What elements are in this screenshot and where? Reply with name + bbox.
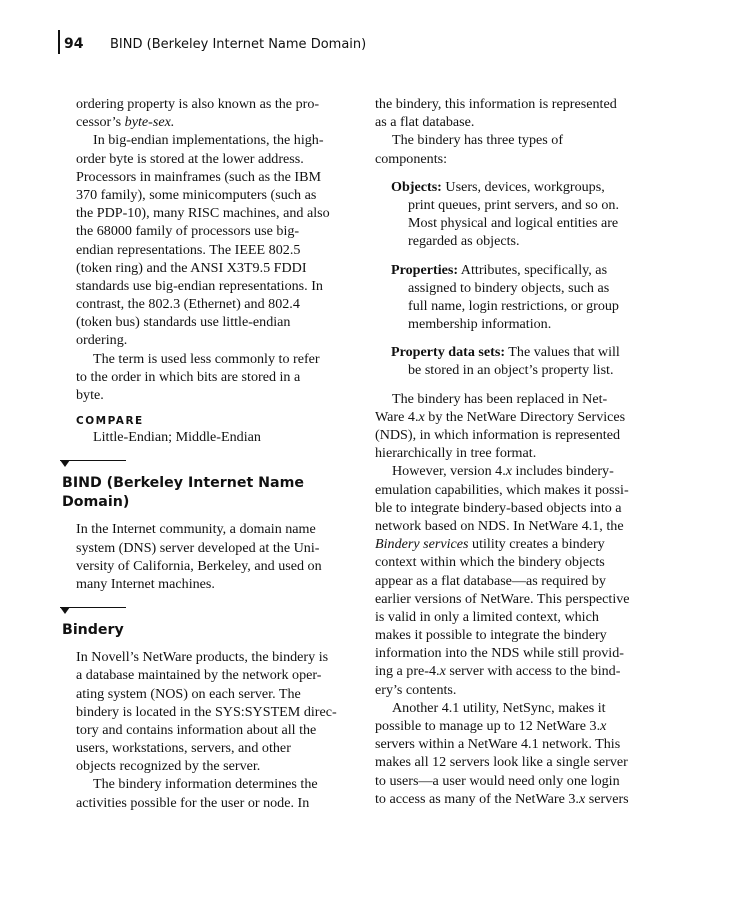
text-line: (token bus) standards use little-endian (76, 314, 291, 331)
paragraph (375, 462, 675, 698)
text-line: many Internet machines. (76, 575, 215, 592)
text-line: ery’s contents. (375, 681, 457, 698)
component-item: Properties: Attributes, specifically, as assigned to bindery objects, such as full name, login restrictions, or group membership information. (391, 261, 619, 333)
text-line: to access as many of the NetWare 3.x servers (375, 790, 629, 807)
text-line: byte. (76, 387, 104, 403)
entry-title-bind: BIND (Berkeley Internet Name Domain) (62, 475, 305, 511)
text-line: system (DNS) server developed at the Uni- (76, 539, 320, 556)
component-item: Objects: Users, devices, workgroups, print queues, print servers, and so on. Most physical and logical entities are regarded as objects. (391, 178, 619, 250)
text-line: appear as a flat database—as required by (375, 572, 606, 589)
text-line: objects recognized by the server. (76, 758, 261, 775)
text-line: The bindery has been replaced in Net- (392, 390, 608, 407)
text-line: as a flat database. (375, 114, 475, 131)
text-line: Another 4.1 utility, NetSync, makes it (392, 699, 606, 716)
text-line: The bindery information determines the (93, 776, 318, 793)
entry-marker (60, 460, 366, 474)
text-line: In big-endian implementations, the high- (93, 132, 324, 149)
paragraph (76, 775, 366, 811)
text-line: activities possible for the user or node. In (76, 794, 310, 811)
text-line: endian representations. The IEEE 802.5 (76, 241, 301, 258)
component-list (391, 178, 675, 380)
text-line: tory and contains information about all the (76, 721, 317, 738)
entry-marker (60, 607, 366, 621)
text-line: Processors in mainframes (such as the IBM (76, 168, 322, 185)
text-line: earlier versions of NetWare. This perspective (375, 590, 630, 607)
text-line: context within which the bindery objects (375, 554, 605, 571)
text-line: ordering. (76, 332, 128, 349)
text-line: emulation capabilities, which makes it possi- (375, 481, 629, 498)
entry-definition (76, 648, 366, 775)
component-term: Objects: (391, 178, 442, 195)
text-line: network based on NDS. In NetWare 4.1, the (375, 517, 624, 534)
text-line: is valid in only a limited context, which (375, 608, 599, 625)
text-line: standards use big-endian representations. In (76, 277, 323, 294)
text-line: the bindery, this information is represented (375, 96, 617, 112)
entry-definition (76, 520, 366, 593)
text-line: the PDP-10), many RISC machines, and also (76, 205, 330, 222)
text-line: Ware 4.x by the NetWare Directory Services (375, 408, 626, 425)
entry-title-bindery: Bindery (62, 622, 124, 639)
compare-label: COMPARE (76, 415, 144, 428)
text-line: contrast, the 802.3 (Ethernet) and 802.4 (76, 296, 300, 313)
text-line: 370 family), some minicomputers (such as (76, 186, 317, 203)
text-line: servers within a NetWare 4.1 network. This (375, 736, 621, 753)
component-term: Properties: (391, 261, 459, 278)
component-term: Property data sets: (391, 344, 506, 361)
text-line: a database maintained by the network oper- (76, 667, 322, 684)
text-line: order byte is stored at the lower address. (76, 150, 304, 167)
page-number: 94 (64, 36, 84, 52)
text-line: (NDS), in which information is represented (375, 427, 621, 443)
text-line: versity of California, Berkeley, and used on (76, 557, 322, 574)
paragraph (76, 350, 366, 405)
text-line: makes all 12 servers look like a single server (375, 754, 628, 771)
text-line: to the order in which bits are stored in a (76, 368, 301, 385)
text-line: makes it possible to integrate the bindery (375, 627, 607, 644)
component-item: Property data sets: The values that will be stored in an object’s property list. (391, 344, 620, 379)
paragraph (375, 95, 675, 131)
text-line: to users—a user would need only one login (375, 772, 620, 789)
text-line: hierarchically in tree format. (375, 445, 537, 462)
text-line: In the Internet community, a domain name (76, 521, 316, 538)
text-line: cessor’s byte-sex. (76, 114, 175, 131)
text-line: bindery is located in the SYS:SYSTEM direc- (76, 703, 337, 720)
paragraph (375, 699, 675, 808)
paragraph (375, 131, 675, 167)
text-line: the 68000 family of processors use big- (76, 223, 300, 240)
text-line: possible to manage up to 12 NetWare 3.x (375, 718, 607, 734)
paragraph (76, 95, 366, 131)
paragraph (375, 390, 675, 463)
text-line: The term is used less commonly to refer (93, 350, 320, 367)
header-rule (58, 30, 60, 54)
compare-text: Little-Endian; Middle-Endian (93, 429, 261, 446)
text-line: Bindery services utility creates a bindery (375, 536, 605, 553)
right-column (375, 95, 675, 808)
text-line: information into the NDS while still provid- (375, 645, 624, 662)
text-line: ating system (NOS) on each server. The (76, 685, 301, 702)
text-line: However, version 4.x includes bindery- (392, 463, 614, 480)
running-title: BIND (Berkeley Internet Name Domain) (110, 37, 367, 52)
text-line: ordering property is also known as the pro- (76, 96, 320, 112)
text-line: components: (375, 150, 448, 167)
text-line: The bindery has three types of (392, 132, 564, 149)
text-line: ing a pre-4.x server with access to the bind- (375, 663, 621, 680)
page-header (58, 30, 698, 58)
text-line: In Novell’s NetWare products, the bindery is (76, 649, 329, 666)
left-column (62, 95, 366, 812)
text-line: ble to integrate bindery-based objects into a (375, 499, 622, 516)
text-line: (token ring) and the ANSI X3T9.5 FDDI (76, 259, 307, 276)
text-line: users, workstations, servers, and other (76, 740, 291, 757)
paragraph (76, 131, 366, 349)
